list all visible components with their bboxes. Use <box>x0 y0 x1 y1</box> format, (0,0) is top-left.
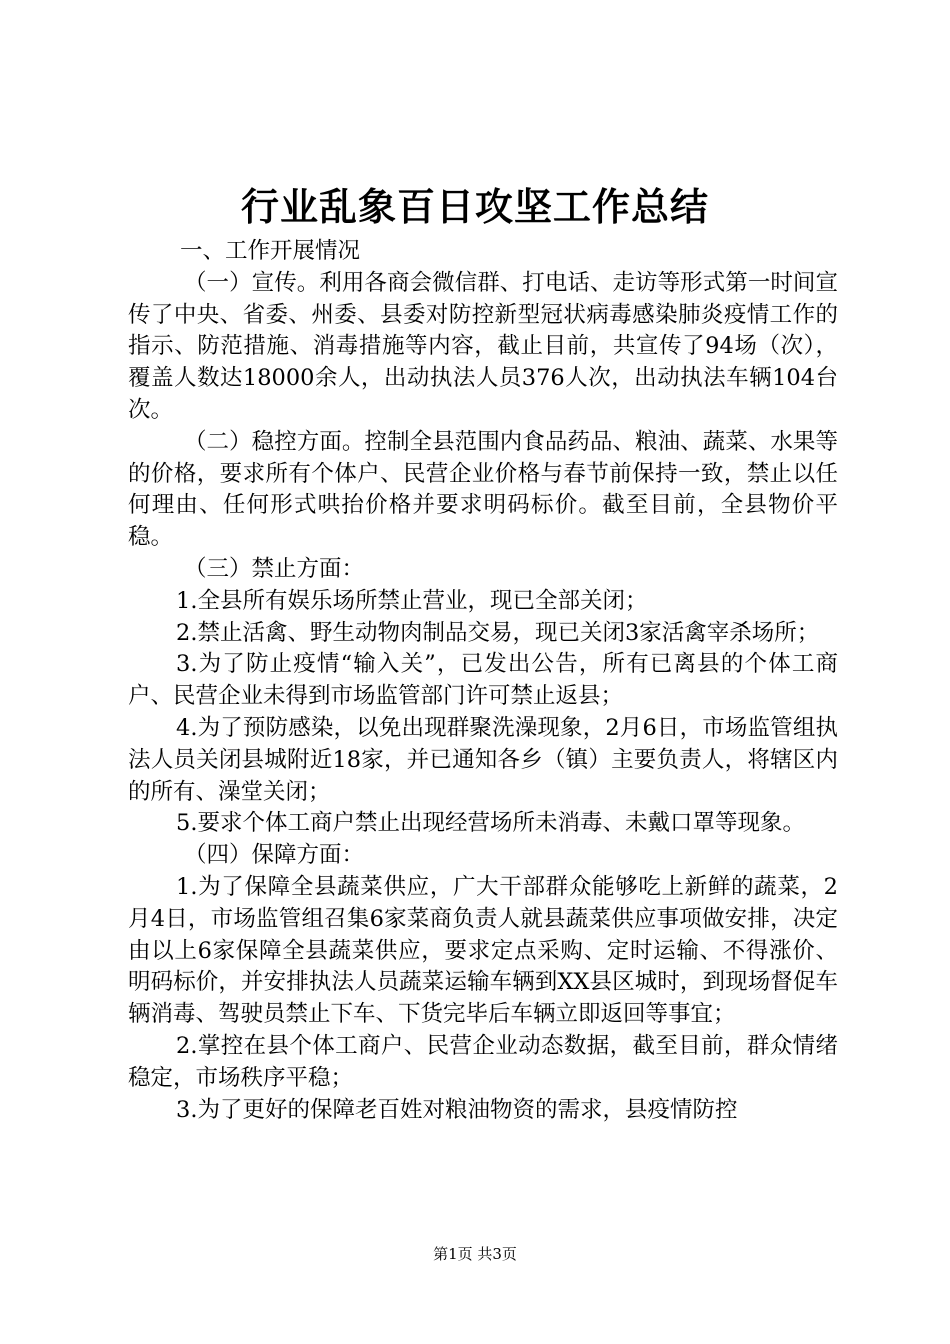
list-item: 4.为了预防感染，以免出现群聚洗澡现象，2月6日，市场监管组执法人员关闭县城附近18家，并已通知各乡（镇）主要负责人，将辖区内的所有、澡堂关闭； <box>128 714 838 805</box>
list-item: 3.为了防止疫情“输入关”，已发出公告，所有已离县的个体工商户、民营企业未得到市场监管部门许可禁止返县； <box>128 651 838 710</box>
subheading-prohibition: （三）禁止方面： <box>184 555 365 582</box>
list-item: 1.为了保障全县蔬菜供应，广大干部群众能够吃上新鲜的蔬菜，2月4日，市场监管组召集6家菜商负责人就县蔬菜供应事项做安排，决定由以上6家保障全县蔬菜供应，要求定点采购、定时运输、不得涨价、明码标价，并安排执法人员蔬菜运输车辆到XX县区城时，到现场督促车辆消毒、驾驶员禁止下车、下货完毕后车辆立即返回等事宜； <box>128 873 838 1028</box>
document-body <box>128 236 838 1126</box>
list-item: 5.要求个体工商户禁止出现经营场所未消毒、未戴口罩等现象。 <box>176 810 805 837</box>
list-item: 2.掌控在县个体工商户、民营企业动态数据，截至目前，群众情绪稳定，市场秩序平稳； <box>128 1032 838 1091</box>
page-footer: 第1页 共3页 <box>433 1245 517 1263</box>
list-item: 3.为了更好的保障老百姓对粮油物资的需求，县疫情防控 <box>176 1096 738 1123</box>
paragraph-publicity: （一）宣传。利用各商会微信群、打电话、走访等形式第一时间宣传了中央、省委、州委、县委对防控新型冠状病毒感染肺炎疫情工作的指示、防范措施、消毒措施等内容，截止目前，共宣传了94场（次），覆盖人数达18000余人，出动执法人员376人次，出动执法车辆104台次。 <box>128 269 838 423</box>
list-item: 1.全县所有娱乐场所禁止营业，现已全部关闭； <box>176 587 648 614</box>
page-title: 行业乱象百日攻坚工作总结 <box>240 184 709 229</box>
section-heading: 一、工作开展情况 <box>180 238 361 264</box>
list-item: 2.禁止活禽、野生动物肉制品交易，现已关闭3家活禽宰杀场所； <box>176 619 820 646</box>
subheading-guarantee: （四）保障方面： <box>184 842 365 869</box>
paragraph-stability: （二）稳控方面。控制全县范围内食品药品、粮油、蔬菜、水果等的价格，要求所有个体户、民营企业价格与春节前保持一致，禁止以任何理由、任何形式哄抬价格并要求明码标价。截至目前，全县物价平稳。 <box>128 428 838 551</box>
